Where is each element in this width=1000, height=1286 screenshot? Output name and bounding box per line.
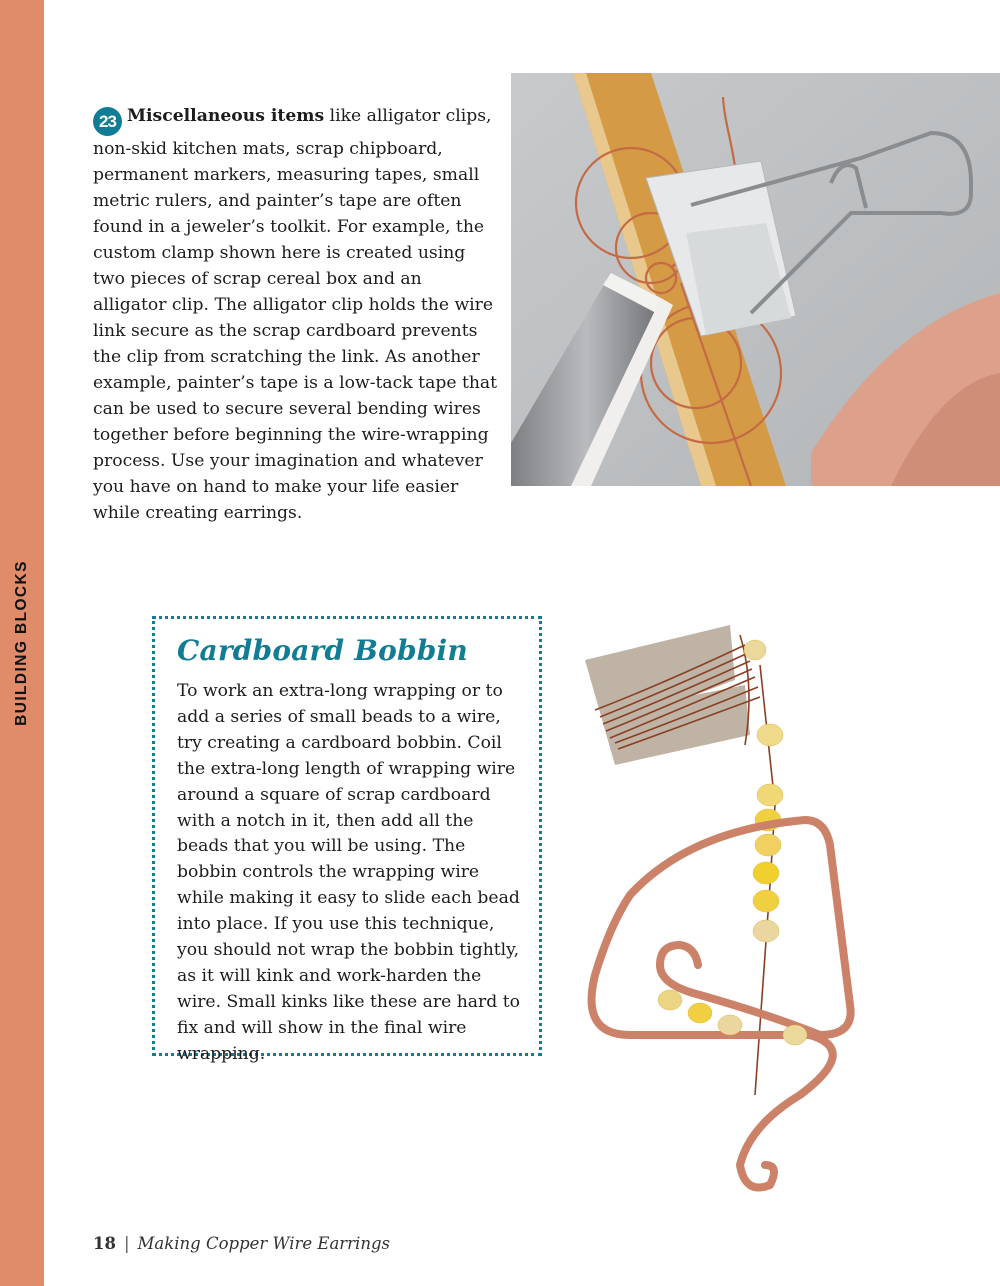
photo-binder-clip-clamp <box>511 73 1000 486</box>
callout-body: To work an extra-long wrapping or to add a series of small beads to a wire, try creating a cardboard bobbin. Coil the extra-long length of wrapping wire around a square of scrap cardboard with a notch in it, then add all the beads that you will be using. The bobbin controls the wrapping wire while making it easy to slide each bead into place. If you use this technique, you should not wrap the bobbin tightly, as it will kink and work-harden the wire. Small kinks like these are hard to fix and will show in the final wire wrapping. <box>177 681 520 1064</box>
clamp-illustration <box>511 73 1000 486</box>
step-text: like alligator clips, non-skid kitchen mats, scrap chipboard, permanent markers, measuring tapes, small metric rulers, and painter’s tape are often found in a jeweler’s toolkit. For example, the custom clamp shown here is created using two pieces of scrap cereal box and an alligator clip. The alligator clip holds the wire link secure as the scrap cardboard prevents the clip from scratching the link. As another example, painter’s tape is a low-tack tape that can be used to secure several bending wires together before beginning the wire-wrapping process. Use your imagination and whatever you have on hand to make your life easier while creating earrings. <box>93 106 498 523</box>
photo-cardboard-bobbin <box>570 625 870 1250</box>
callout-title: Cardboard Bobbin <box>177 634 468 667</box>
page-footer <box>93 1234 390 1253</box>
book-title: Making Copper Wire Earrings <box>137 1234 390 1253</box>
section-side-band <box>0 0 44 1286</box>
bobbin-illustration <box>570 625 870 1250</box>
callout-box <box>152 616 542 1064</box>
step-lead: Miscellaneous items <box>127 106 325 126</box>
step-number-badge: 23 <box>93 107 122 136</box>
step-paragraph <box>93 103 498 526</box>
footer-separator: | <box>123 1234 130 1253</box>
section-label: BUILDING BLOCKS <box>13 560 30 726</box>
page-number: 18 <box>93 1234 116 1253</box>
